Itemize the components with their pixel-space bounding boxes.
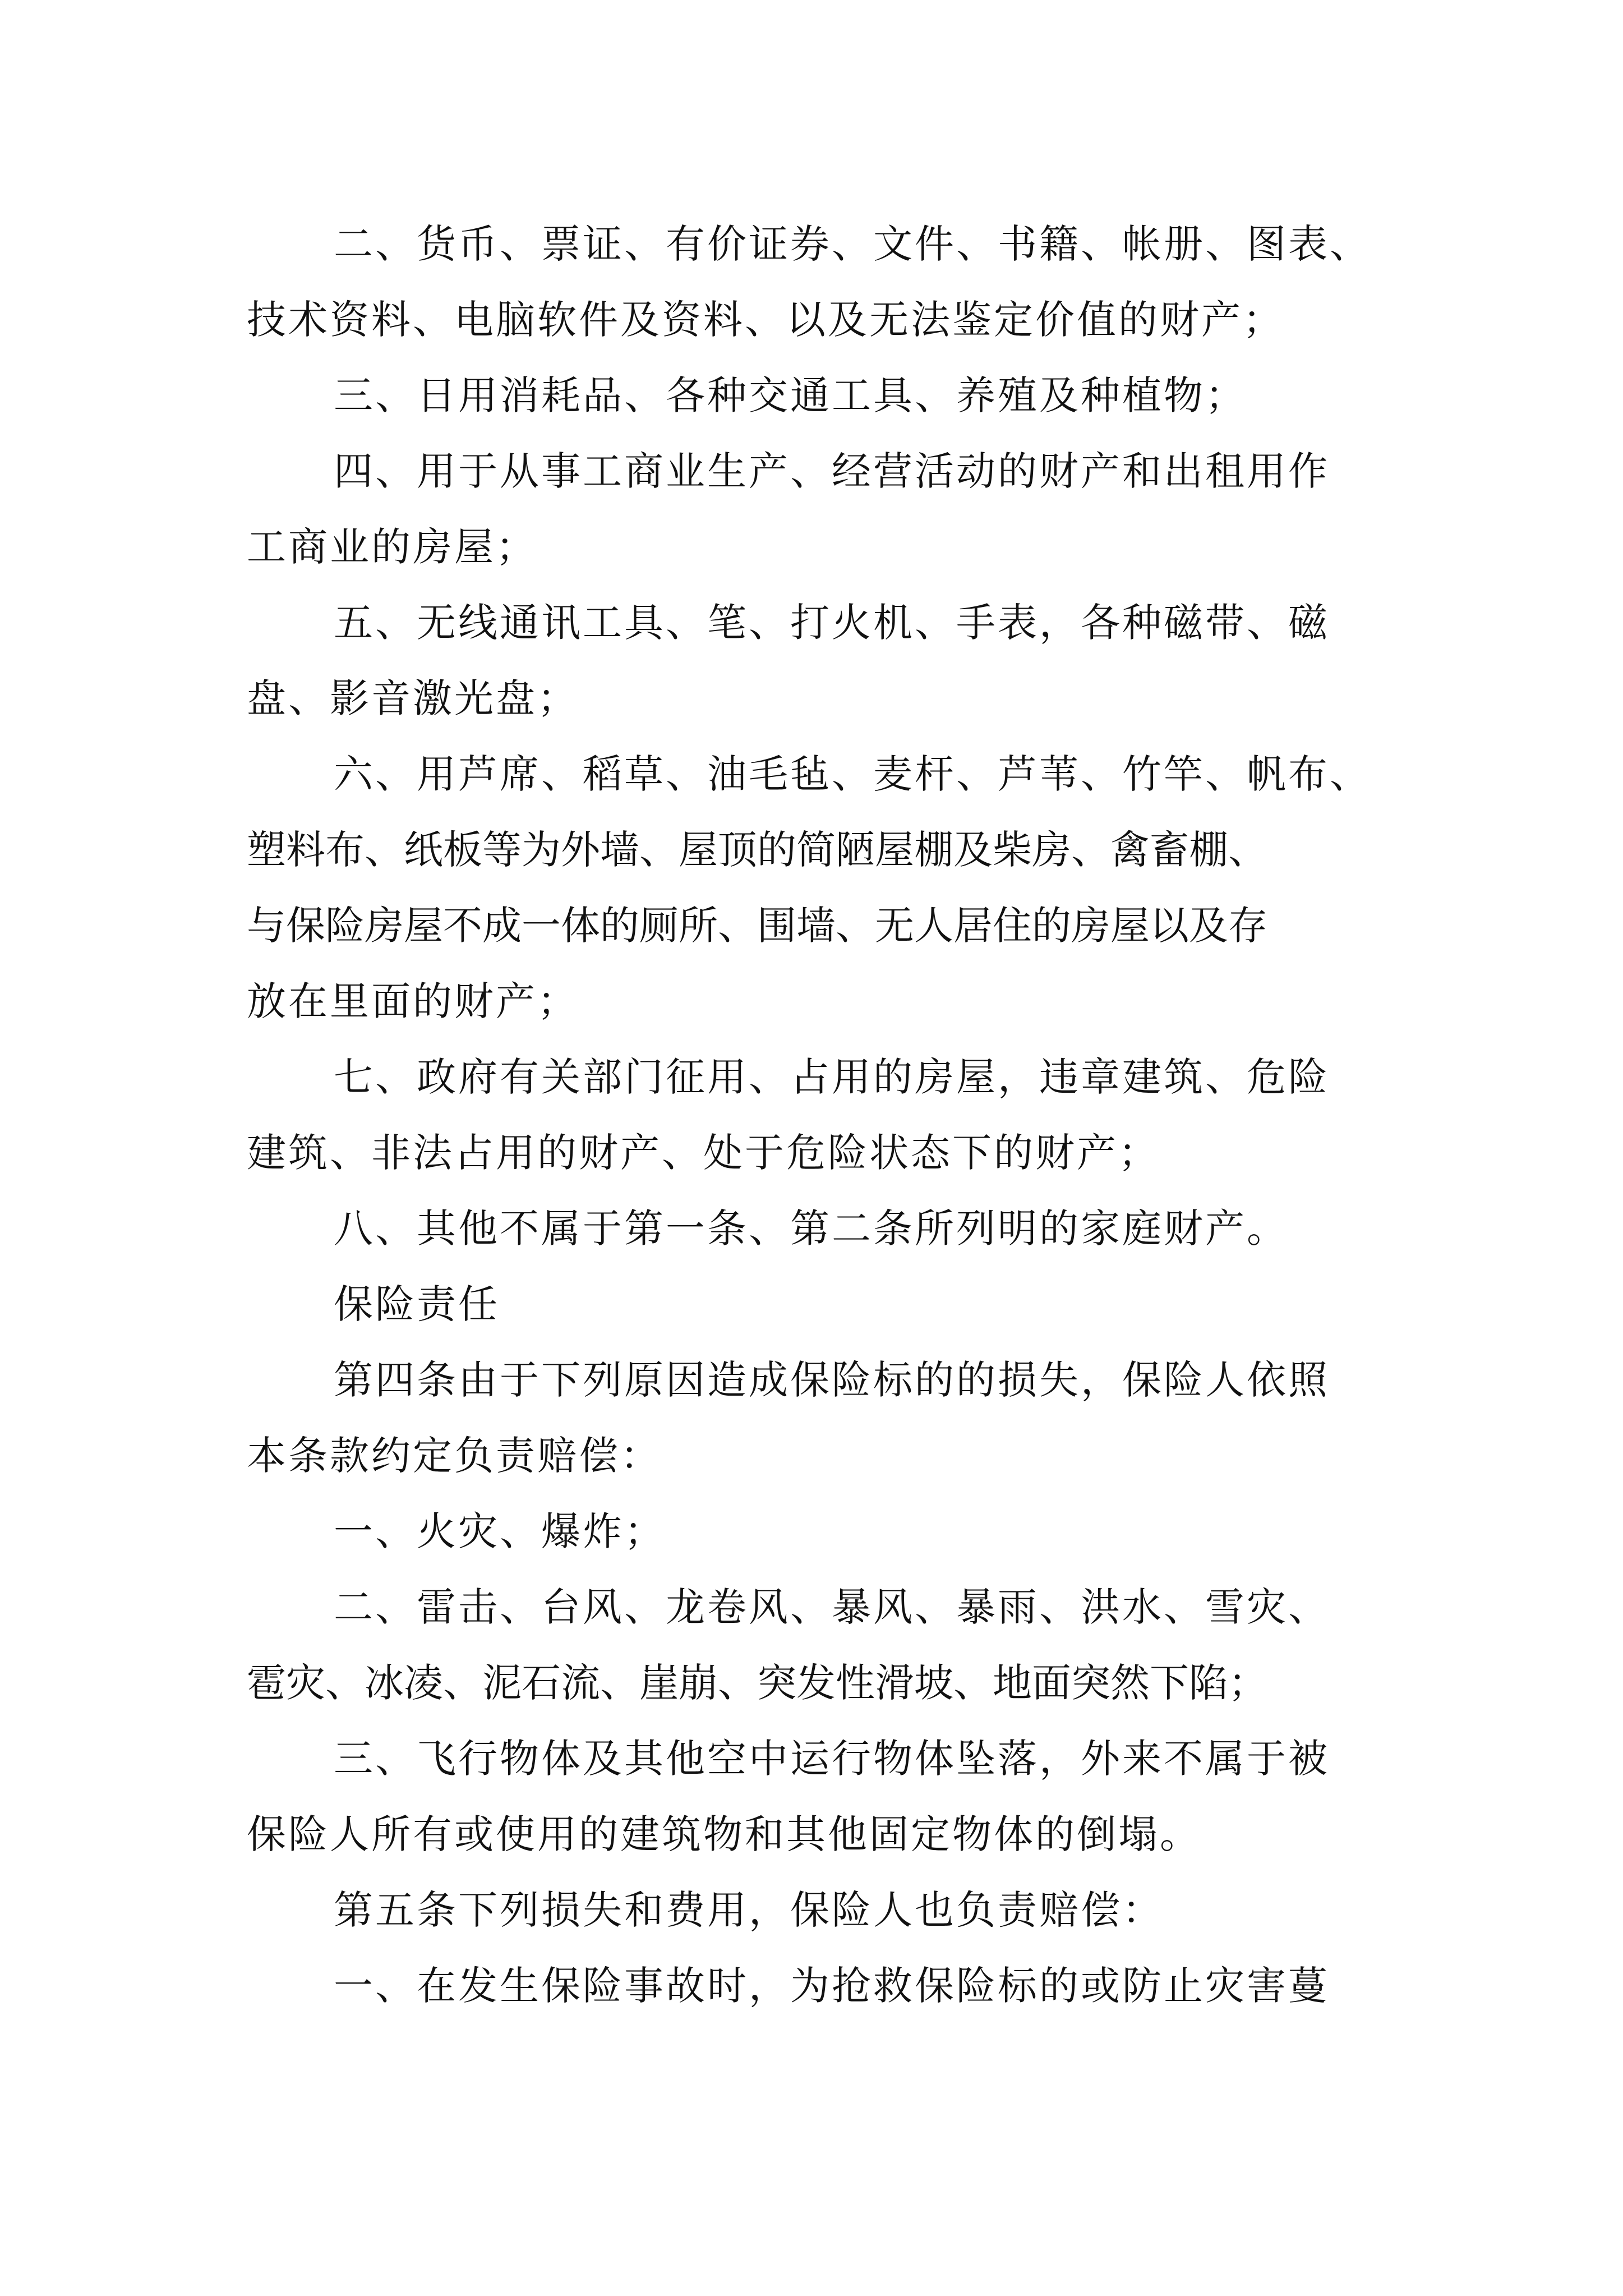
paragraph-line: 塑料布、纸板等为外墙、屋顶的简陋屋棚及柴房、禽畜棚、	[247, 827, 1267, 873]
paragraph-line: 与保险房屋不成一体的厕所、围墙、无人居住的房屋以及存	[247, 903, 1267, 949]
paragraph-line: 建筑、非法占用的财产、处于危险状态下的财产；	[247, 1130, 1160, 1176]
paragraph-line: 工商业的房屋；	[247, 524, 537, 570]
paragraph-line: 一、火灾、爆炸；	[334, 1508, 666, 1554]
paragraph-line: 保险人所有或使用的建筑物和其他固定物体的倒塌。	[247, 1811, 1201, 1857]
section-heading: 保险责任	[334, 1281, 500, 1327]
paragraph-line: 三、飞行物体及其他空中运行物体坠落，外来不属于被	[334, 1736, 1330, 1782]
paragraph-line: 本条款约定负责赔偿：	[247, 1433, 662, 1479]
paragraph-line: 技术资料、电脑软件及资料、以及无法鉴定价值的财产；	[247, 297, 1284, 343]
paragraph-line: 雹灾、冰凌、泥石流、崖崩、突发性滑坡、地面突然下陷；	[247, 1660, 1267, 1706]
paragraph-line: 放在里面的财产；	[247, 978, 579, 1024]
paragraph-line: 第四条由于下列原因造成保险标的的损失，保险人依照	[334, 1357, 1330, 1403]
paragraph-line: 四、用于从事工商业生产、经营活动的财产和出租用作	[334, 448, 1330, 494]
paragraph-line: 二、货币、票证、有价证券、文件、书籍、帐册、图表、	[334, 221, 1371, 267]
paragraph-line: 八、其他不属于第一条、第二条所列明的家庭财产。	[334, 1205, 1288, 1251]
paragraph-line: 七、政府有关部门征用、占用的房屋，违章建筑、危险	[334, 1054, 1330, 1100]
paragraph-line: 三、日用消耗品、各种交通工具、养殖及种植物；	[334, 372, 1247, 418]
paragraph-line: 盘、影音激光盘；	[247, 675, 579, 721]
paragraph-line: 五、无线通讯工具、笔、打火机、手表，各种磁带、磁	[334, 600, 1330, 646]
paragraph-line: 六、用芦席、稻草、油毛毡、麦杆、芦苇、竹竿、帆布、	[334, 751, 1371, 797]
paragraph-line: 一、在发生保险事故时，为抢救保险标的或防止灾害蔓	[334, 1963, 1330, 2009]
paragraph-line: 第五条下列损失和费用，保险人也负责赔偿：	[334, 1887, 1164, 1933]
paragraph-line: 二、雷击、台风、龙卷风、暴风、暴雨、洪水、雪灾、	[334, 1584, 1330, 1630]
